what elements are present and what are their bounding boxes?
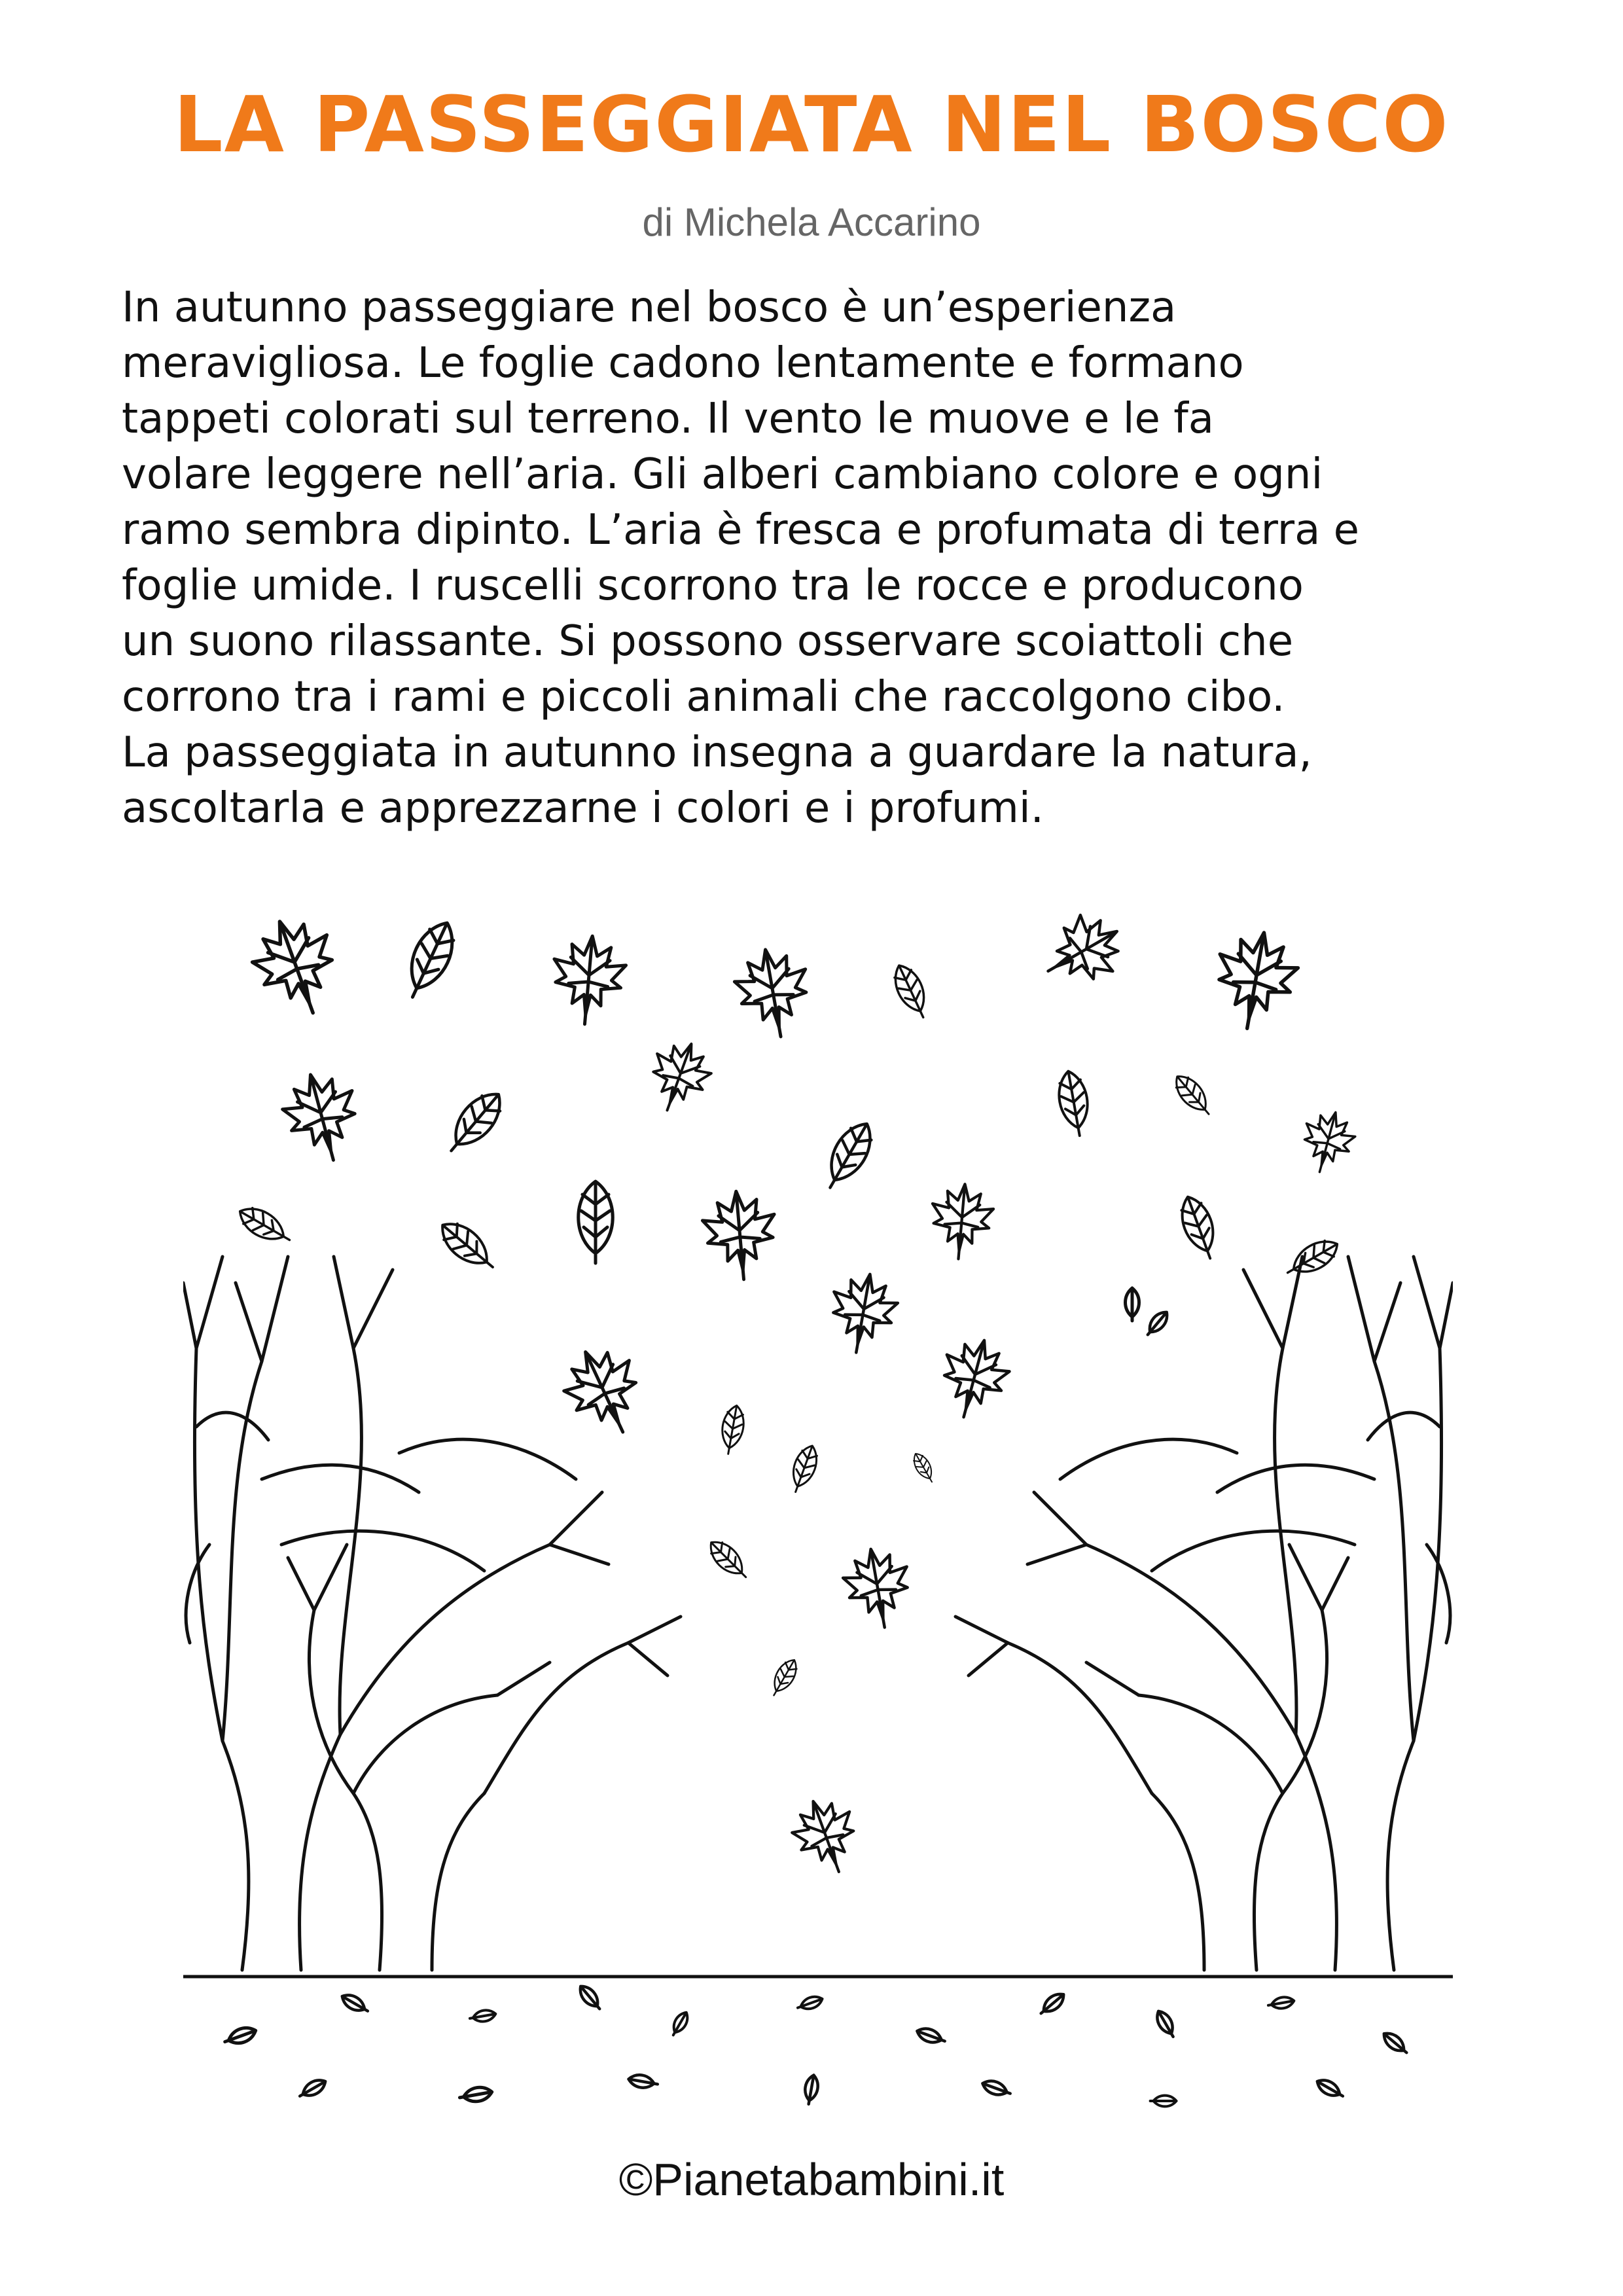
author-line: di Michela Accarino	[642, 200, 981, 244]
story-line: tappeti colorati sul terreno. Il vento le muove e le fa	[122, 395, 1214, 443]
footer-copyright: ©Pianetabambini.it	[618, 2154, 1005, 2205]
story-line: ascoltarla e apprezzarne i colori e i profumi.	[122, 784, 1044, 833]
page-title: LA PASSEGGIATA NEL BOSCO	[173, 79, 1450, 170]
story-line: La passeggiata in autunno insegna a guardare la natura,	[122, 728, 1312, 777]
story-line: un suono rilassante. Si possono osservare scoiattoli che	[122, 617, 1294, 666]
ground-leaves	[223, 1982, 1410, 2107]
right-trees	[955, 1257, 1453, 1970]
story-line: volare leggere nell’aria. Gli alberi cambiano colore e ogni	[122, 450, 1323, 499]
story-line: corrono tra i rami e piccoli animali che raccolgono cibo.	[122, 673, 1285, 721]
forest-coloring-illustration	[183, 890, 1453, 2121]
story-text	[122, 280, 1529, 836]
story-line: In autunno passeggiare nel bosco è un’esperienza	[122, 283, 1177, 332]
falling-leaves	[234, 903, 1360, 1882]
story-line: foglie umide. I ruscelli scorrono tra le rocce e producono	[122, 562, 1304, 610]
left-trees	[183, 1257, 681, 1970]
story-line: ramo sembra dipinto. L’aria è fresca e profumata di terra e	[122, 506, 1359, 554]
story-line: meravigliosa. Le foglie cadono lentamente e formano	[122, 339, 1244, 387]
